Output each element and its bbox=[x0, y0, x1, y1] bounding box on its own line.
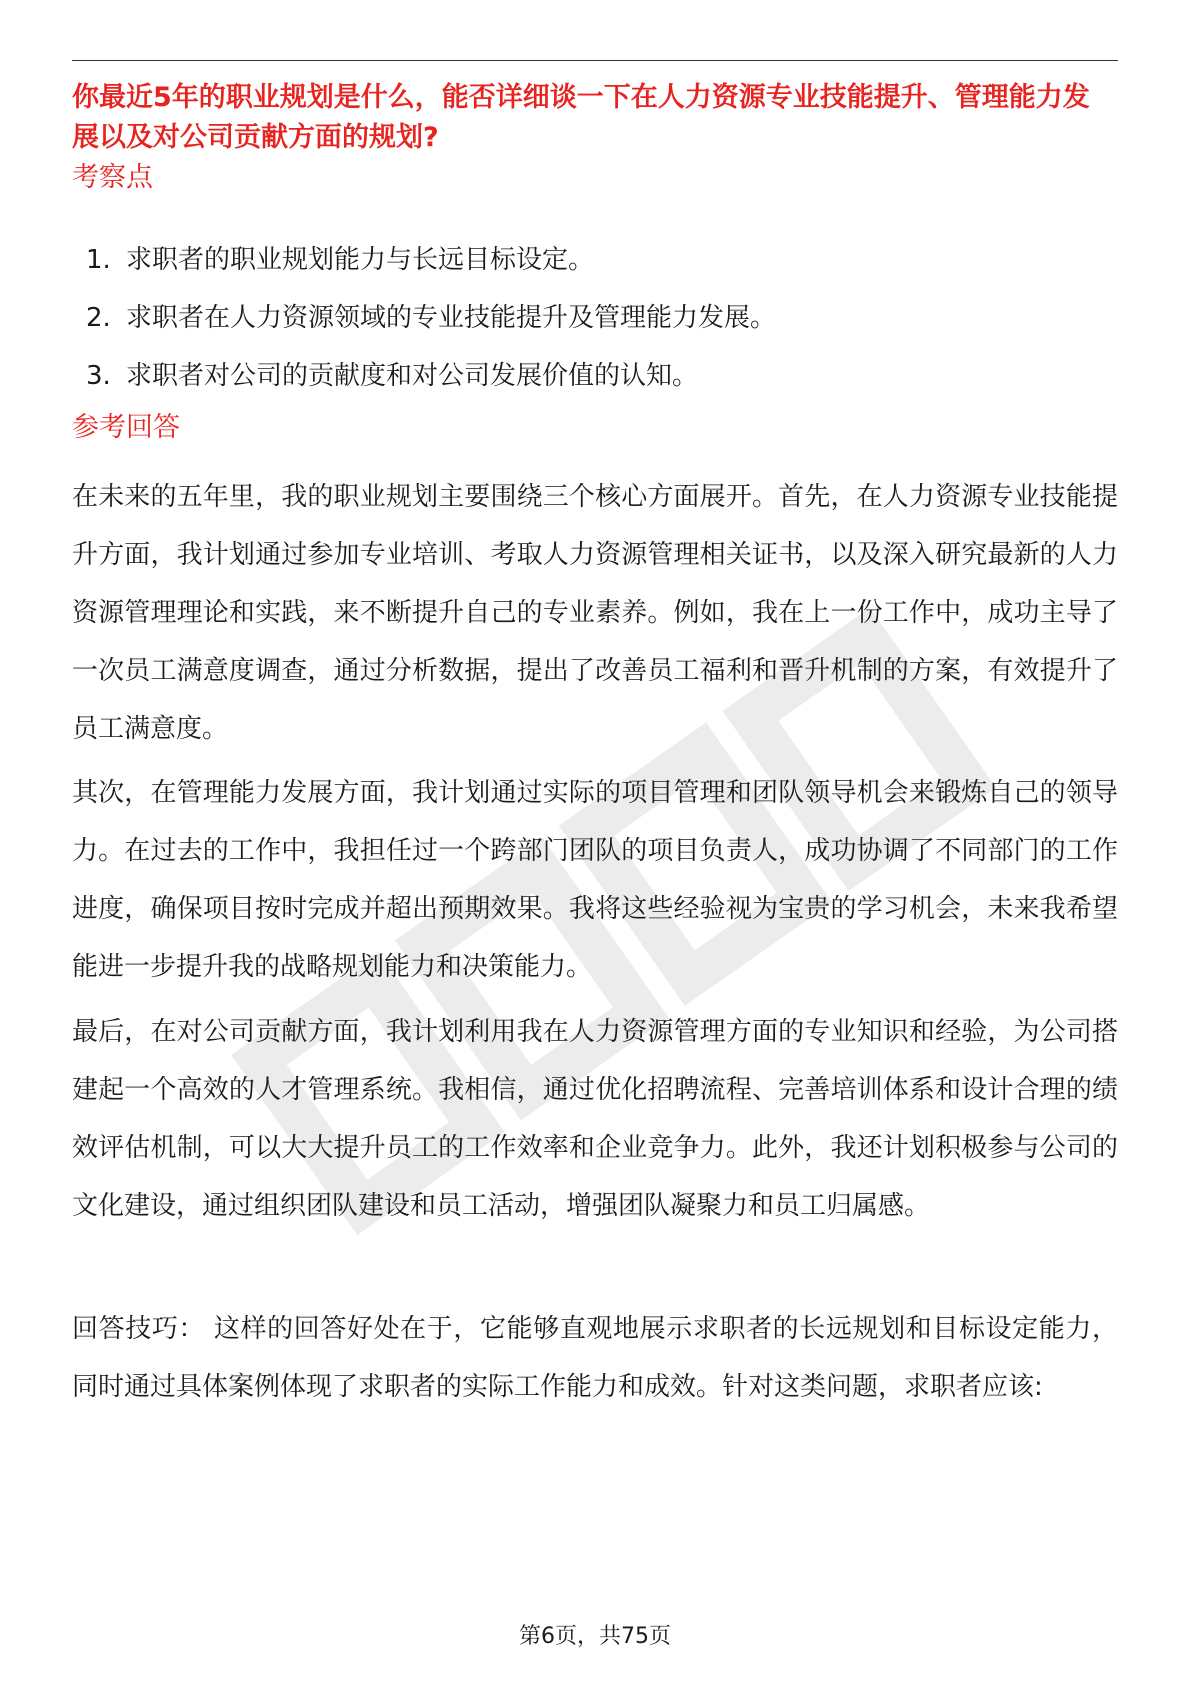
list-item-number: 1. bbox=[86, 245, 111, 275]
answer-paragraph-3: 最后，在对公司贡献方面，我计划利用我在人力资源管理方面的专业知识和经验，为公司搭建起一个高效的人才管理系统。我相信，通过优化招聘流程、完善培训体系和设计合理的绩效评估机制，可以大大提升员工的工作效率和企业竞争力。此外，我还计划积极参与公司的文化建设，通过组织团队建设和员工活动，增强团队凝聚力和员工归属感。 bbox=[72, 1017, 1118, 1221]
answer-paragraph-2: 其次，在管理能力发展方面，我计划通过实际的项目管理和团队领导机会来锻炼自己的领导力。在过去的工作中，我担任过一个跨部门团队的项目负责人，成功协调了不同部门的工作进度，确保项目按时完成并超出预期效果。我将这些经验视为宝贵的学习机会，未来我希望能进一步提升我的战略规划能力和决策能力。 bbox=[72, 778, 1118, 982]
list-item bbox=[72, 358, 1112, 416]
answer-paragraph-1: 在未来的五年里，我的职业规划主要围绕三个核心方面展开。首先，在人力资源专业技能提升方面，我计划通过参加专业培训、考取人力资源管理相关证书，以及深入研究最新的人力资源管理理论和实践，来不断提升自己的专业素养。例如，我在上一份工作中，成功主导了一次员工满意度调查，通过分析数据，提出了改善员工福利和晋升机制的方案，有效提升了员工满意度。 bbox=[72, 482, 1118, 744]
question-title: 你最近5年的职业规划是什么，能否详细谈一下在人力资源专业技能提升、管理能力发展以及对公司贡献方面的规划? bbox=[72, 82, 1090, 153]
answer-heading: 参考回答 bbox=[72, 412, 180, 443]
points-heading: 考察点 bbox=[72, 162, 153, 193]
list-item-text: 求职者对公司的贡献度和对公司发展价值的认知。 bbox=[126, 361, 699, 391]
list-item-number: 3. bbox=[86, 361, 111, 391]
answer-tips-paragraph: 回答技巧： 这样的回答好处在于，它能够直观地展示求职者的长远规划和目标设定能力，同时通过具体案例体现了求职者的实际工作能力和成效。针对这类问题，求职者应该: bbox=[72, 1314, 1118, 1402]
list-item-text: 求职者的职业规划能力与长远目标设定。 bbox=[126, 245, 595, 275]
list-item bbox=[72, 242, 1112, 300]
page-number-footer: 第6页，共75页 bbox=[519, 1624, 671, 1649]
list-item-number: 2. bbox=[86, 303, 111, 333]
top-divider bbox=[72, 60, 1118, 61]
list-item-text: 求职者在人力资源领域的专业技能提升及管理能力发展。 bbox=[126, 303, 777, 333]
evaluation-points-list bbox=[72, 242, 1112, 416]
list-item bbox=[72, 300, 1112, 358]
